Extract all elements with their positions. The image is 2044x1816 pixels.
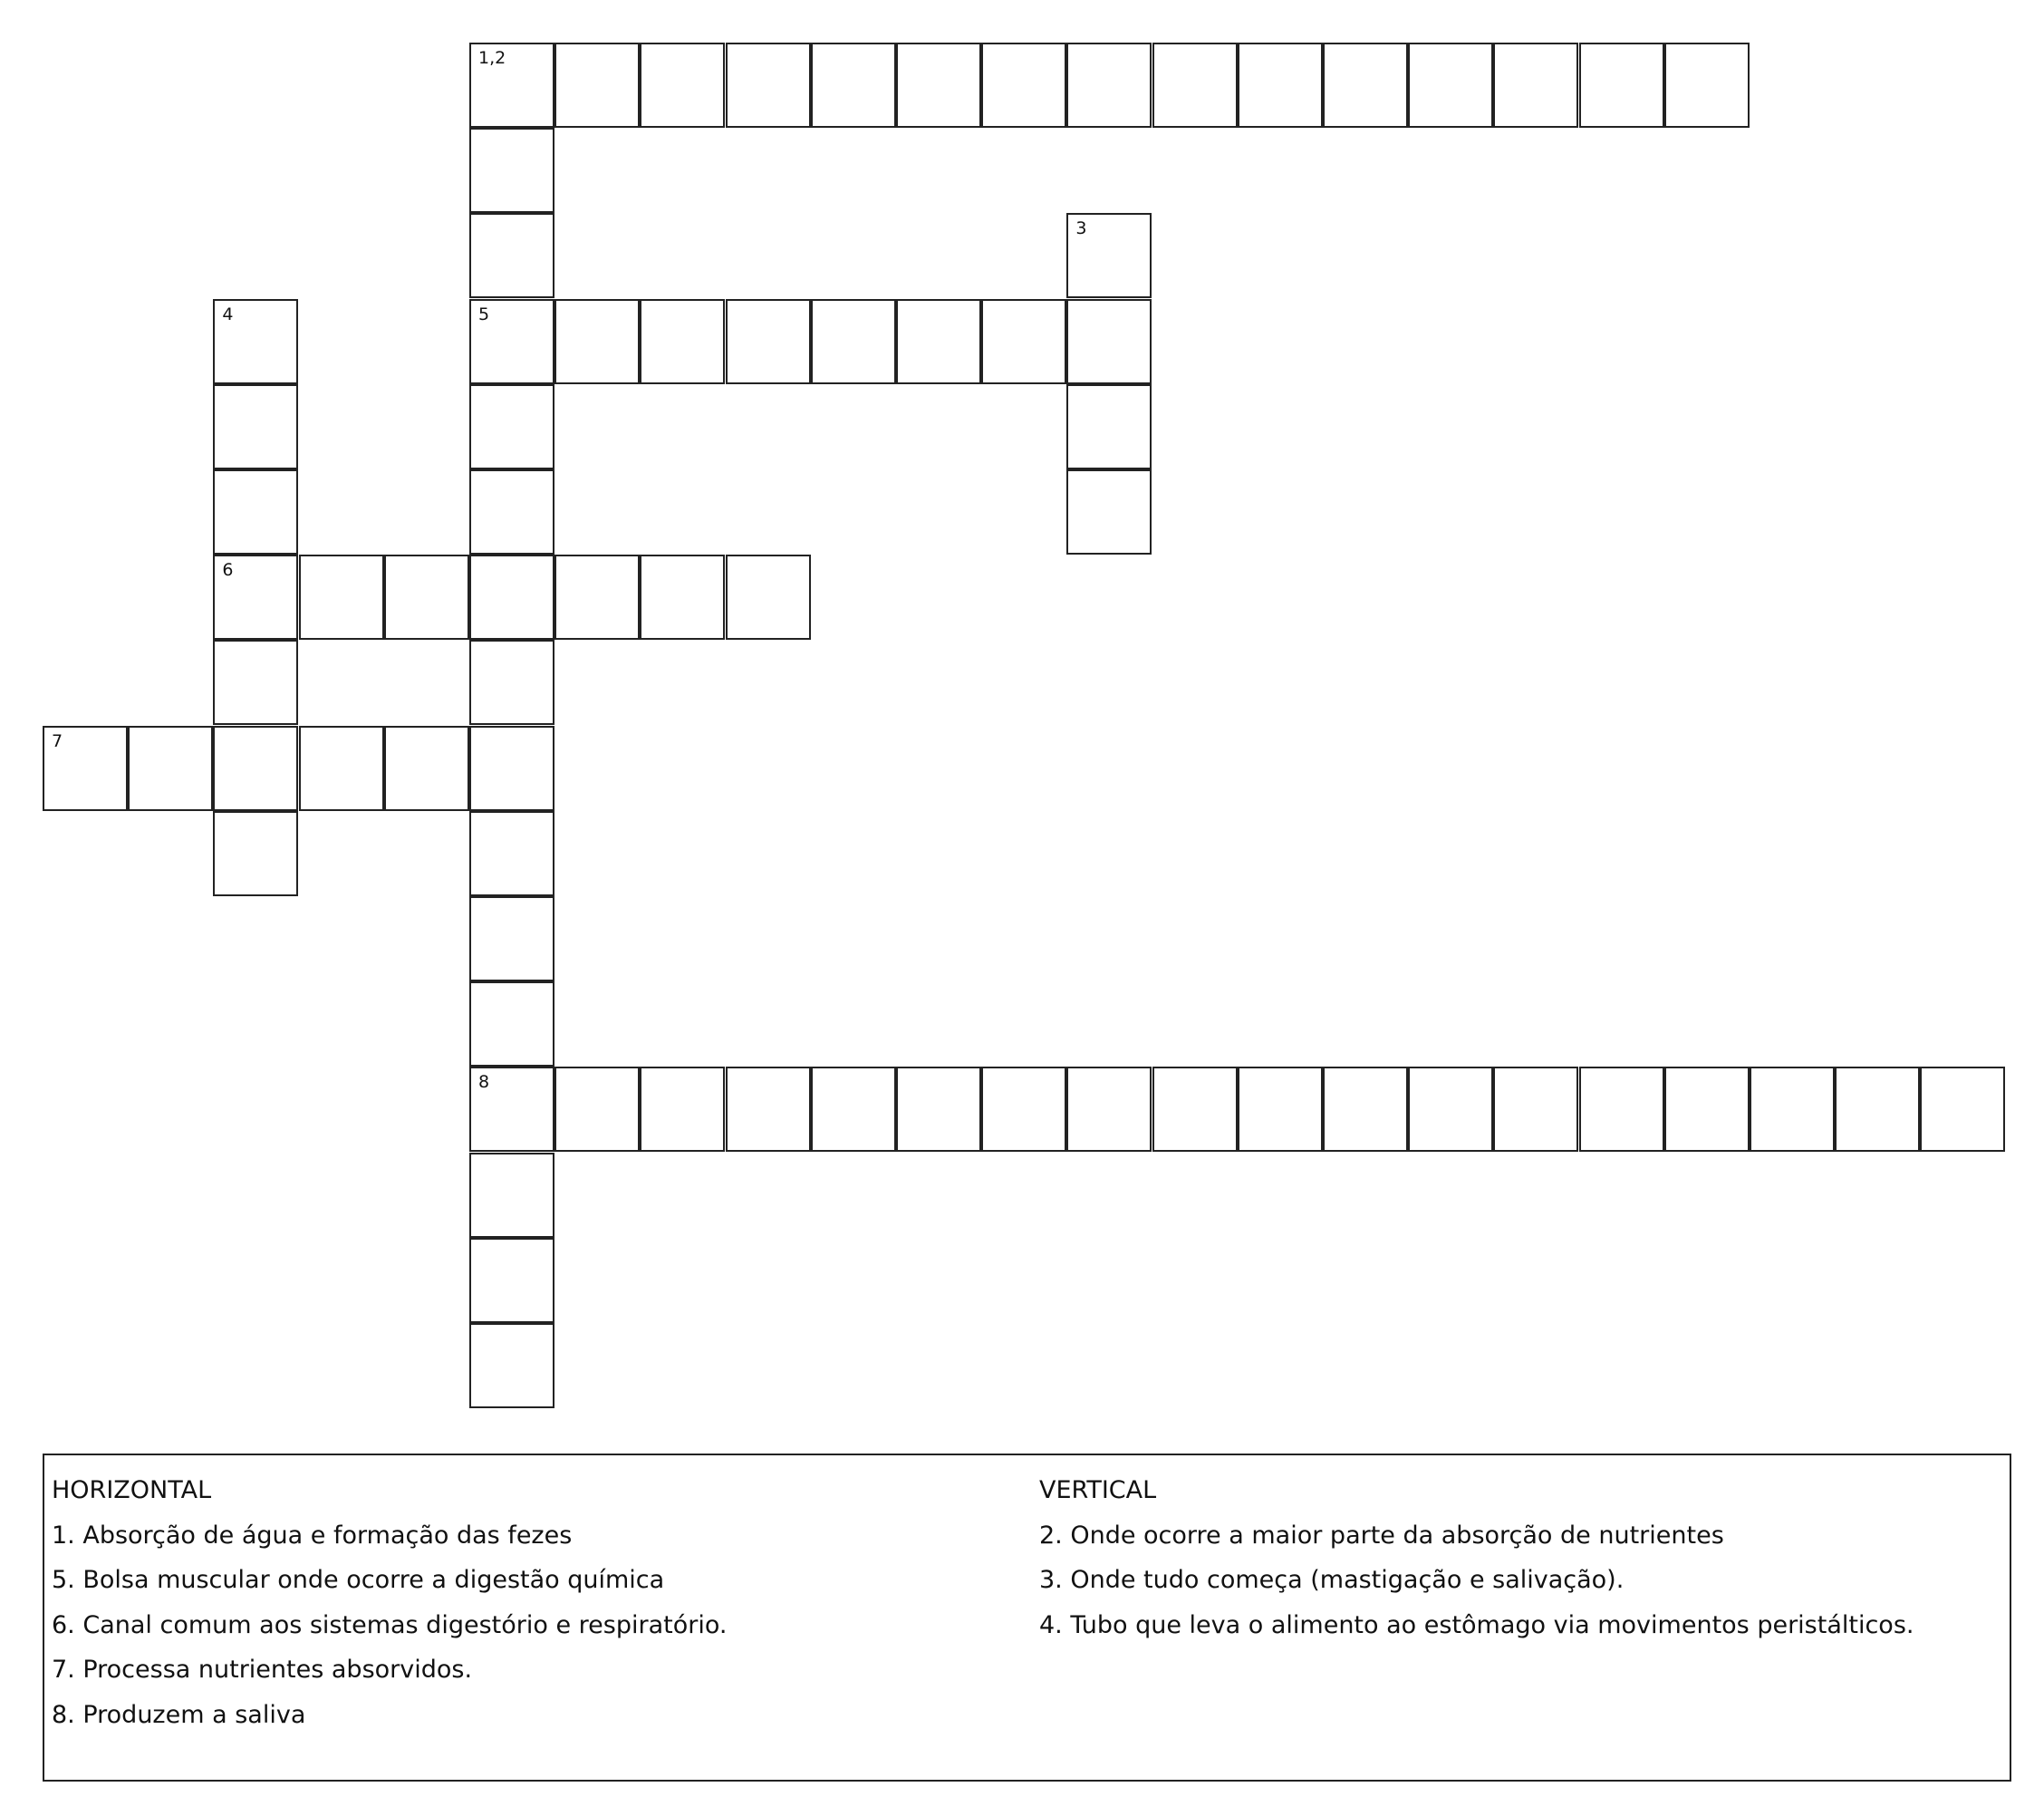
crossword-cell[interactable]: [811, 1067, 896, 1152]
crossword-cell[interactable]: [640, 43, 725, 128]
crossword-cell[interactable]: [726, 43, 811, 128]
crossword-cell[interactable]: [384, 555, 469, 640]
crossword-cell[interactable]: [1152, 43, 1238, 128]
crossword-cell[interactable]: [469, 981, 554, 1067]
vertical-clue-2: 2. Onde ocorre a maior parte da absorção de nutrientes: [1039, 1521, 1724, 1550]
crossword-cell[interactable]: [384, 726, 469, 811]
cell-number: 6: [222, 560, 234, 581]
crossword-cell[interactable]: [299, 555, 384, 640]
crossword-cell[interactable]: [640, 299, 725, 384]
crossword-cell[interactable]: [1066, 299, 1152, 384]
crossword-cell[interactable]: [469, 1067, 554, 1152]
cell-number: 7: [52, 730, 63, 751]
crossword-cell[interactable]: [1408, 43, 1493, 128]
crossword-cell[interactable]: [469, 726, 554, 811]
crossword-cell[interactable]: [469, 128, 554, 213]
crossword-cell[interactable]: [554, 555, 640, 640]
cell-number: 1,2: [478, 48, 506, 68]
crossword-cell[interactable]: [1238, 43, 1323, 128]
crossword-cell[interactable]: [299, 726, 384, 811]
clues-box: [43, 1454, 2011, 1782]
vertical-clue-4: 4. Tubo que leva o alimento ao estômago via movimentos peristálticos.: [1039, 1610, 1914, 1639]
crossword-cell[interactable]: [469, 1153, 554, 1238]
crossword-cell[interactable]: [981, 43, 1066, 128]
horizontal-clue-5: 5. Bolsa muscular onde ocorre a digestão química: [52, 1566, 665, 1594]
crossword-cell[interactable]: [1579, 1067, 1664, 1152]
crossword-cell[interactable]: [1664, 1067, 1750, 1152]
crossword-cell[interactable]: [981, 1067, 1066, 1152]
crossword-cell[interactable]: [213, 299, 298, 384]
crossword-cell[interactable]: [469, 469, 554, 555]
cell-number: 4: [222, 304, 234, 324]
horizontal-clue-8: 8. Produzem a saliva: [52, 1700, 306, 1729]
crossword-cell[interactable]: [1323, 43, 1408, 128]
crossword-cell[interactable]: [469, 1323, 554, 1408]
crossword-cell[interactable]: [469, 384, 554, 469]
horizontal-clues-title: HORIZONTAL: [52, 1476, 212, 1504]
crossword-cell[interactable]: [896, 43, 981, 128]
crossword-cell[interactable]: [128, 726, 213, 811]
horizontal-clue-1: 1. Absorção de água e formação das fezes: [52, 1521, 573, 1550]
crossword-cell[interactable]: [726, 1067, 811, 1152]
crossword-cell[interactable]: [469, 43, 554, 128]
crossword-cell[interactable]: [43, 726, 128, 811]
crossword-cell[interactable]: [469, 299, 554, 384]
crossword-cell[interactable]: [469, 1238, 554, 1323]
crossword-cell[interactable]: [469, 811, 554, 896]
crossword-cell[interactable]: [1408, 1067, 1493, 1152]
crossword-cell[interactable]: [213, 811, 298, 896]
vertical-clue-3: 3. Onde tudo começa (mastigação e salivação).: [1039, 1566, 1625, 1594]
crossword-cell[interactable]: [1664, 43, 1750, 128]
crossword-cell[interactable]: [1323, 1067, 1408, 1152]
vertical-clues-title: VERTICAL: [1039, 1476, 1157, 1504]
crossword-cell[interactable]: [726, 555, 811, 640]
crossword-cell[interactable]: [1238, 1067, 1323, 1152]
crossword-cell[interactable]: [554, 43, 640, 128]
crossword-cell[interactable]: [213, 640, 298, 725]
horizontal-clues: [52, 1468, 727, 1737]
crossword-cell[interactable]: [213, 469, 298, 555]
cell-number: 3: [1075, 218, 1087, 239]
crossword-cell[interactable]: [469, 555, 554, 640]
crossword-cell[interactable]: [640, 1067, 725, 1152]
crossword-cell[interactable]: [640, 555, 725, 640]
crossword-cell[interactable]: [896, 299, 981, 384]
crossword-cell[interactable]: [554, 1067, 640, 1152]
crossword-cell[interactable]: [1750, 1067, 1835, 1152]
crossword-cell[interactable]: [469, 213, 554, 298]
crossword-cell[interactable]: [213, 555, 298, 640]
crossword-cell[interactable]: [1152, 1067, 1238, 1152]
crossword-cell[interactable]: [469, 640, 554, 725]
crossword-cell[interactable]: [213, 384, 298, 469]
crossword-cell[interactable]: [811, 43, 896, 128]
crossword-cell[interactable]: [469, 896, 554, 981]
crossword-cell[interactable]: [896, 1067, 981, 1152]
horizontal-clue-6: 6. Canal comum aos sistemas digestório e respiratório.: [52, 1610, 728, 1639]
crossword-cell[interactable]: [1066, 43, 1152, 128]
crossword-cell[interactable]: [1579, 43, 1664, 128]
crossword-cell[interactable]: [1066, 384, 1152, 469]
crossword-cell[interactable]: [1493, 43, 1578, 128]
crossword-cell[interactable]: [1066, 213, 1152, 298]
crossword-cell[interactable]: [1835, 1067, 1920, 1152]
crossword-cell[interactable]: [1066, 469, 1152, 555]
crossword-cell[interactable]: [811, 299, 896, 384]
crossword-cell[interactable]: [726, 299, 811, 384]
cell-number: 8: [478, 1072, 490, 1093]
vertical-clues: [1039, 1468, 1914, 1647]
crossword-cell[interactable]: [1066, 1067, 1152, 1152]
crossword-cell[interactable]: [554, 299, 640, 384]
crossword-cell[interactable]: [213, 726, 298, 811]
crossword-cell[interactable]: [1493, 1067, 1578, 1152]
crossword-cell[interactable]: [1920, 1067, 2005, 1152]
cell-number: 5: [478, 304, 490, 324]
horizontal-clue-7: 7. Processa nutrientes absorvidos.: [52, 1656, 473, 1684]
crossword-cell[interactable]: [981, 299, 1066, 384]
